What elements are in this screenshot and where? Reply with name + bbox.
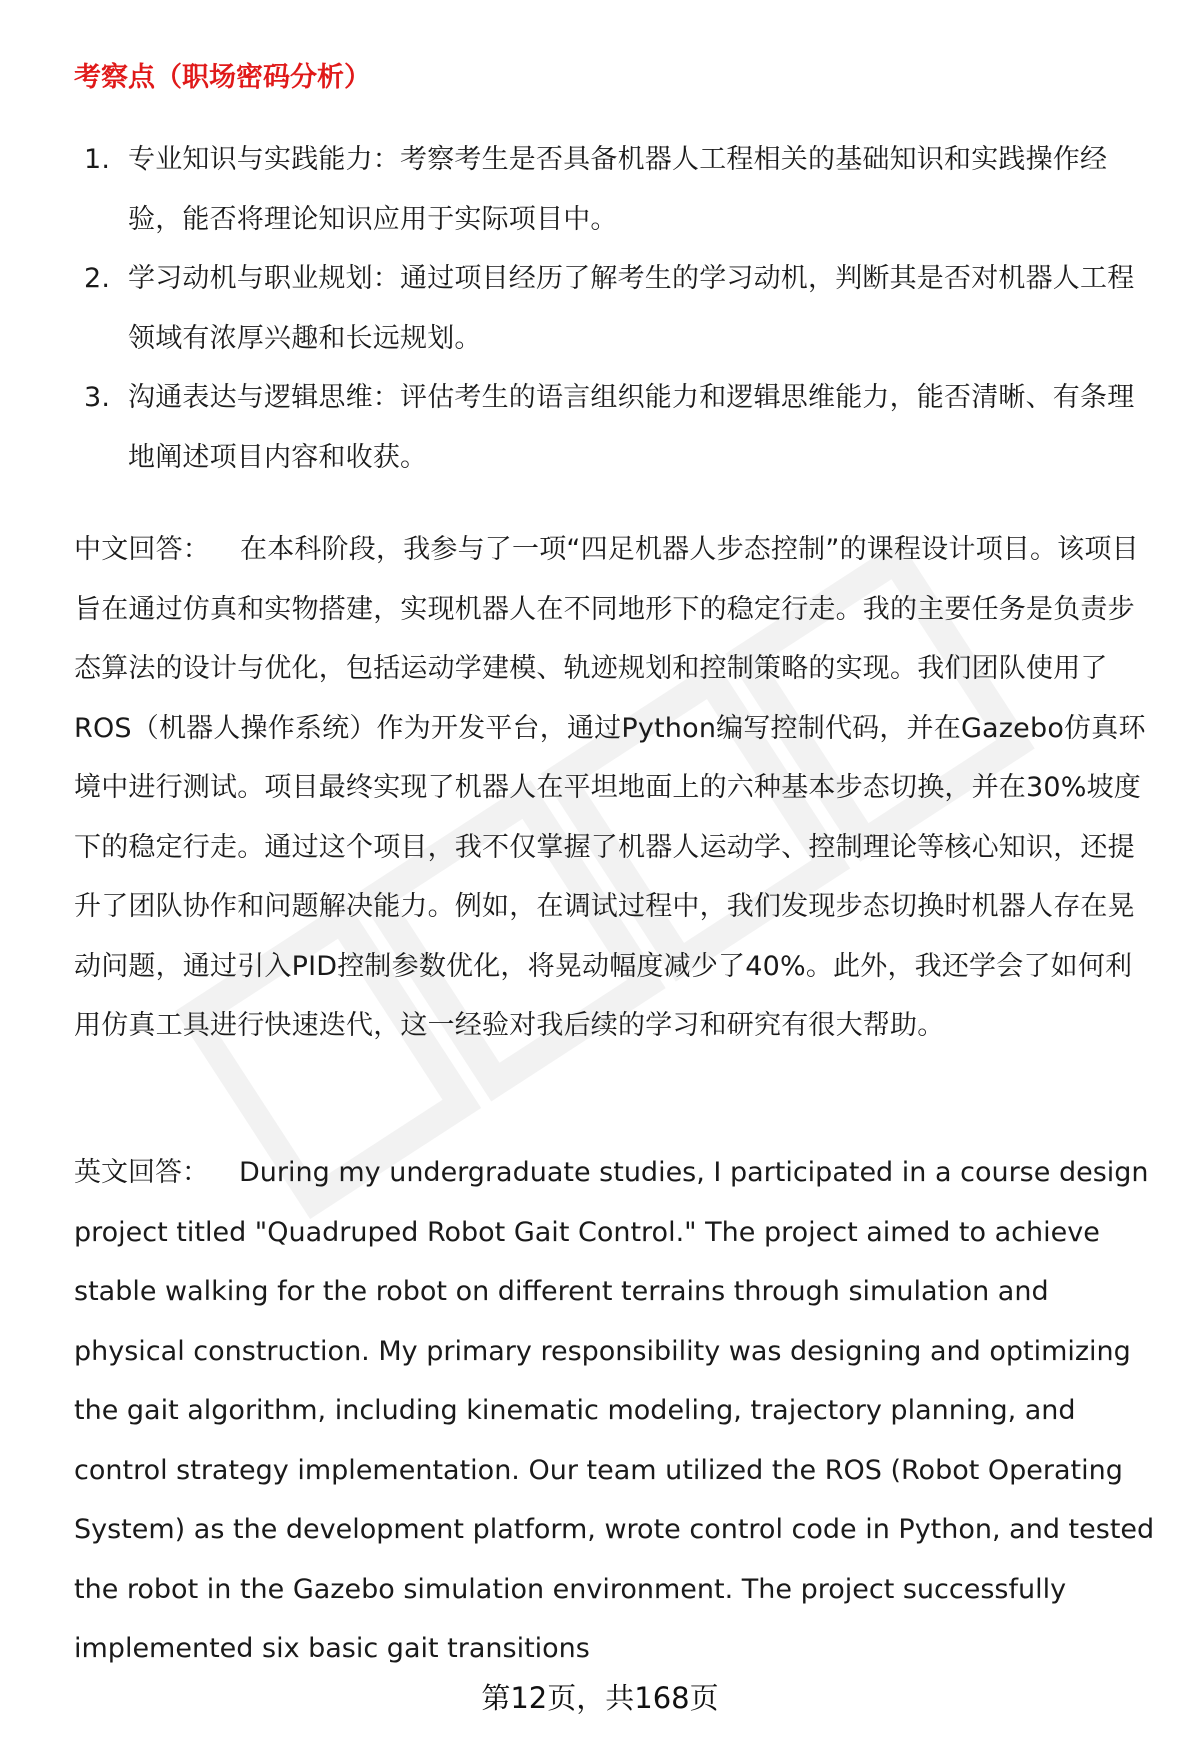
list-number: 3.: [84, 382, 111, 413]
list-item-text: 学习动机与职业规划：通过项目经历了解考生的学习动机，判断其是否对机器人工程领域有浓厚兴趣和长远规划。: [128, 263, 1135, 354]
english-answer-paragraph: [74, 1143, 1159, 1679]
list-item: [74, 368, 1159, 487]
list-number: 2.: [84, 263, 111, 294]
list-number: 1.: [84, 144, 111, 175]
chinese-answer-text: 在本科阶段，我参与了一项“四足机器人步态控制”的课程设计项目。该项目旨在通过仿真和实物搭建，实现机器人在不同地形下的稳定行走。我的主要任务是负责步态算法的设计与优化，包括运动学建模、轨迹规划和控制策略的实现。我们团队使用了ROS（机器人操作系统）作为开发平台，通过Python编写控制代码，并在Gazebo仿真环境中进行测试。项目最终实现了机器人在平坦地面上的六种基本步态切换，并在30%坡度下的稳定行走。通过这个项目，我不仅掌握了机器人运动学、控制理论等核心知识，还提升了团队协作和问题解决能力。例如，在调试过程中，我们发现步态切换时机器人存在晃动问题，通过引入PID控制参数优化，将晃动幅度减少了40%。此外，我还学会了如何利用仿真工具进行快速迭代，这一经验对我后续的学习和研究有很大帮助。: [74, 534, 1146, 1041]
page-number-footer: 第12页，共168页: [481, 1681, 719, 1715]
list-item: [74, 249, 1159, 368]
list-item: [74, 130, 1159, 249]
chinese-answer-label: 中文回答：: [74, 534, 210, 565]
assessment-points-list: [74, 130, 1159, 487]
list-item-text: 沟通表达与逻辑思维：评估考生的语言组织能力和逻辑思维能力，能否清晰、有条理地阐述项目内容和收获。: [128, 382, 1135, 473]
english-answer-text: During my undergraduate studies, I participated in a course design project titled "Quadruped Robot Gait Control." The project aimed to achieve stable walking for the robot on different terrains through simulation and physical construction. My primary responsibility was designing and optimizing the gait algorithm, including kinematic modeling, trajectory planning, and control strategy implementation. Our team utilized the ROS (Robot Operating System) as the development platform, wrote control code in Python, and tested the robot in the Gazebo simulation environment. The project successfully implemented six basic gait transitions: [74, 1157, 1155, 1664]
section-heading: 考察点（职场密码分析）: [74, 62, 371, 93]
list-item-text: 专业知识与实践能力：考察考生是否具备机器人工程相关的基础知识和实践操作经验，能否将理论知识应用于实际项目中。: [128, 144, 1108, 235]
chinese-answer-paragraph: [74, 520, 1159, 1056]
english-answer-label: 英文回答：: [74, 1157, 209, 1188]
